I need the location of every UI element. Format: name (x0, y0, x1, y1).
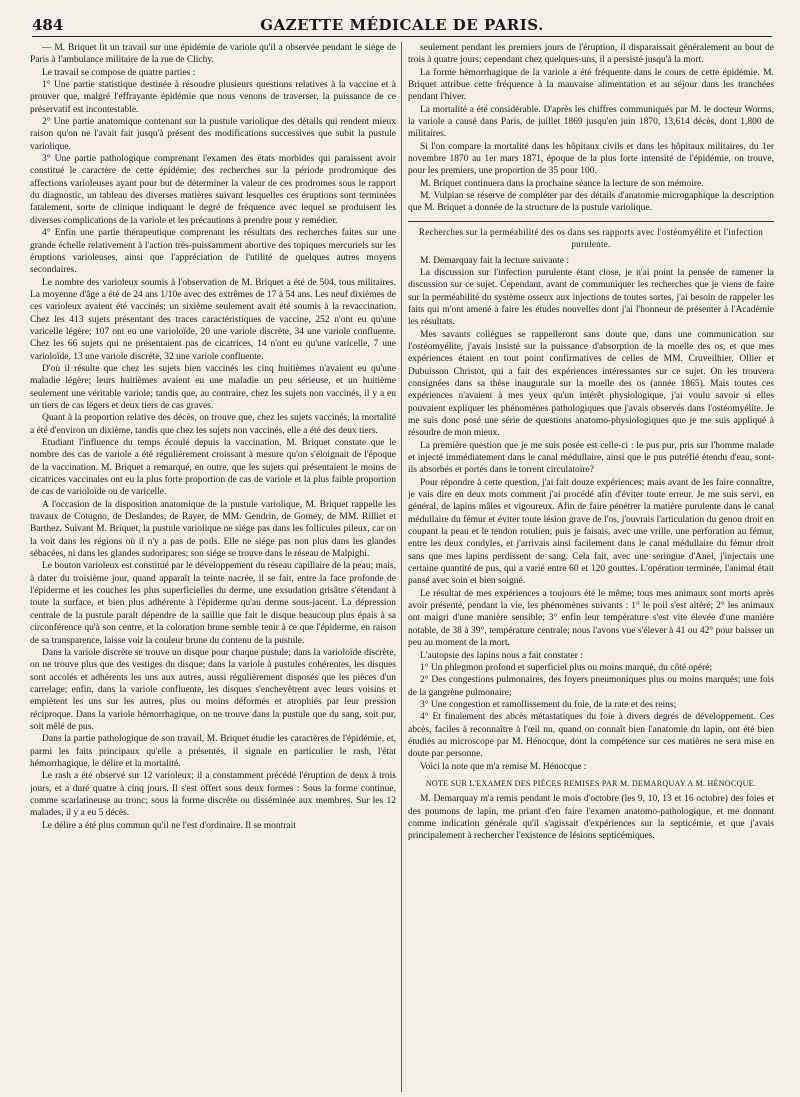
page-number: 484 (32, 16, 64, 34)
paragraph: Le rash a été observé sur 12 varioleux; il a constamment précédé l'éruption de deux à trois jours, et a duré quatre à cinq jours. Il s'est offert sous deux formes : Sous la forme continue, comme scarlatineuse au tronc; sous la forme discrète ou disséminée aux membres. Sur les 12 malades, il y a eu 5 décès. (30, 771, 396, 819)
paragraph: M. Vulpian se réserve de compléter par des détails d'anatomie microgaphique la description que M. Briquet a donnée de la structure de la pustule variolique. (408, 191, 774, 214)
paragraph: Voici la note que m'a remise M. Hénocque : (420, 761, 587, 772)
paragraph: Quant à la proportion relative des décès, on trouve que, chez les sujets vaccinés, la mortalité a été d'environ un dixième, tandis que chez les sujets non vaccinés, elle a été des deux tiers. (30, 413, 396, 436)
paragraph: Mes savants collègues se rappelleront sans doute que, dans une communication sur l'ostéomyélite, j'avais insisté sur la puissance d'absorption de la moelle des os, et que mes expériences étaient en tout point confirmatives de celles de MM. Cruveilhier, Ollier et Dubuisson Christot, qui a fait des expériences intéressantes sur ce sujet. On les trouvera consignées dans sa thèse inaugurale sur la moelle des os (année 1865). Mais toutes ces expériences n'avaient à mes yeux qu'un intérêt physiologique, j'ai voulu savoir si elles pouvaient expliquer les phénomènes pathologiques que j'avais observés dans l'ostéomyélite. Je me suis donc posé une série de questions anatomo-physiologiques que je me suis appliqué à résoudre de mon mieux. (408, 329, 774, 439)
paragraph: La première question que je me suis posée est celle-ci : le pus pur, pris sur l'homme malade et injecté immédiatement dans le canal médullaire, ainsi que le pus putréfié étendu d'eau, sont-ils absorbés et portés dans le torrent circulatoire? (408, 440, 774, 476)
paragraph: 2° Une partie anatomique contenant sur la pustule variolique des détails qui rendent mieux raison qu'on ne l'avait fait jusqu'à présent des modifications successives que subit la pustule variolique. (30, 117, 396, 152)
paragraph: Pour répondre à cette question, j'ai fait douze expériences; mais avant de les faire connaître, je vais dire en deux mots comment j'ai procédé afin d'éviter toute erreur. Je me suis servi, en général, de lapins mâles et vigoureux. Afin de faire pénétrer la matière purulente dans le canal médullaire du fémur et éviter toute lésion grave de l'os, j'ouvrais l'articulation du genou droit en coupant la peau et le tendon rotulien; puis je faisais, avec une vrille, une perforation au fémur, entre les deux condyles, et j'arrivais ainsi facilement dans le canal médullaire du fémur droit sans que mes lapins perdissent de sang. Cela fait, avec une seringue d'Anel, j'injectais une certaine quantité de pus, qui a varié entre 60 et 120 gouttes. L'opération terminée, l'animal était pansé avec soin et bien soigné. (408, 477, 774, 587)
paragraph: La mortalité a été considérable. D'après les chiffres communiqués par M. le docteur Worms, la variole a causé dans Paris, de juillet 1869 jusqu'en juin 1870, 13,614 décès, dont 1,800 de militaires. (408, 104, 774, 140)
paragraph: 1° Un phlegmon profond et superficiel plus ou moins marqué, du côté opéré; (420, 662, 713, 673)
journal-title: GAZETTE MÉDICALE DE PARIS. (260, 16, 544, 34)
section-heading: Recherches sur la perméabilité des os dans ses rapports avec l'ostéomyélite et l'infection purulente. (408, 221, 774, 251)
left-column (30, 42, 396, 1092)
paragraph: Le nombre des varioleux soumis à l'observation de M. Briquet a été de 504, tous militaires. La moyenne d'âge a été de 24 ans 1/10e avec des extrêmes de 17 à 54 ans. Les neuf dixièmes de ces varioleux avaient été vaccinés; un sixième seulement avait été soumis à la revaccination. Chez les 413 sujets présentant des traces caractéristiques de vaccine, 252 n'ont eu qu'une varicelle légère; 107 ont eu une varioloïde, 20 une variole discrète, 34 une variole confluente. Chez les 66 sujets qui ne présentaient pas de cicatrices, 14 n'ont eu qu'une varicelle, 7 une varioloïde, 13 une variole discrète, 32 une variole confluente. (30, 277, 396, 362)
paragraph: L'autopsie des lapins nous a fait constater : (420, 650, 583, 661)
paragraph: 4° Et finalement des abcès métastatiques du foie à divers degrés de développement. Ces abcès, faciles à reconnaître à l'œil nu, quand on connaît bien l'anatomie du lapin, ont été bien étudiés au microscope par M. Hénocque, dont la compétence sur ces matières ne sera mise en doute par personne. (408, 712, 774, 760)
paragraph: 4° Enfin une partie thérapeutique comprenant les résultats des recherches faites sur une grande échelle relativement à l'action très-puissamment abortive des topiques mercuriels sur les éruptions varioleuses, ainsi que l'appréciation de l'utilité de quelques autres moyens secondaires. (30, 228, 396, 276)
paragraph: Si l'on compare la mortalité dans les hôpitaux civils et dans les hôpitaux militaires, du 1er novembre 1870 au 1er mars 1871, époque de la plus forte intensité de l'épidémie, on trouve, pour les premiers, une proportion de 35 pour 100. (408, 141, 774, 177)
paragraph: Le travail se compose de quatre parties : (42, 67, 196, 78)
paragraph: La discussion sur l'infection purulente étant close, je n'ai point la pensée de ramener la discussion sur ce sujet. Cependant, avant de communiquer les recherches que je viens de faire sur la perméabilité du système osseux aux injections de toutes sortes, j'ai besoin de rappeler les faits qui m'ont amené à faire les études nouvelles dont j'ai l'honneur de présenter à l'Académie les résultats. (408, 267, 774, 328)
paragraph: 2° Des congestions pulmonaires, des foyers pneumoniques plus ou moins marqués; une fois de la gangrène pulmonaire; (408, 675, 774, 698)
paragraph: M. Demarquay fait la lecture suivante : (420, 255, 570, 266)
paragraph: — M. Briquet lit un travail sur une épidémie de variole qu'il a observée pendant le siége de Paris à l'ambulance militaire de la rue de Clichy. (30, 43, 396, 66)
paragraph: 3° Une partie pathologique comprenant l'examen des états morbides qui paraissent avoir constitué le caractère de cette épidémie; des recherches sur la période prodromique des affections varioleuses ayant pour but de déterminer la valeur de ces prodromes sous le rapport du diagnostic, un tableau des diverses matières suivant lesquelles ces éruptions sont terminées fatalement, sorte de clinique indiquant le degré de fréquence avec lequel se produisent les diverses complications de la variole et les précautions à prendre pour y remédier. (30, 154, 396, 226)
paragraph: seulement pendant les premiers jours de l'éruption, il disparaissait généralement au bout de trois à quatre jours; cependant chez quelques-uns, il a persisté jusqu'à la mort. (408, 43, 774, 66)
paragraph: Dans la variole discrète se trouve un disque pour chaque pustule; dans la varioloïde discrète, on ne trouve plus que des vestiges du disque; dans la variole à pustules cohérentes, les disques sont accolés et adhérents les uns aux autres, aussi régulièrement disposés que les pièces d'un carrelage; enfin, dans la variole confluente, les disques s'enchevêtrent avec leurs voisins et empiètent les uns sur les autres, plus ou moins déformés et atrophiés par leur pression réciproque. Dans la variole hémorrhagique, on ne trouve dans la pustule que du sang, soit pur, soit mêlé de pus. (30, 647, 396, 732)
paragraph: M. Demarquay m'a remis pendant le mois d'octobre (les 9, 10, 13 et 16 octobre) des foies et des poumons de lapin, me priant d'en faire l'examen anatomo-pathologique, et me donnant comme indication générale qu'il s'agissait d'expériences sur la septicémie, et que j'avais principalement à rechercher l'existence de lésions septicémiques. (408, 794, 774, 842)
paragraph: Le bouton varioleux est constitué par le développement du réseau capillaire de la peau; mais, à dater du troisième jour, quand apparaît la teinte nacrée, il se fait, entre la face profonde de l'épiderme et les couches les plus superficielles du derme, une exsudation grisâtre s'étendant à toute la surface, et bien plus adhérente à l'épiderme qu'au derme sous-jacent. La dépression centrale de la pustule paraît dépendre de la saillie que fait le disque beaucoup plus épais à sa circonférence qu'à son centre, et la coloration brune semble tenir à ce que l'épiderme, en raison de sa transparence, laisse voir la couleur brune du contenu de la pustule. (30, 561, 396, 646)
paragraph: 1° Une partie statistique destinée à résoudre plusieurs questions relatives à la vaccine et à prouver que, malgré l'effrayante épidémie que nous venons de traverser, la puissance de ce préservatif est incontestable. (30, 80, 396, 115)
paragraph: Etudiant l'influence du temps écoulé depuis la vaccination, M. Briquet constate que le nombre des cas de variole a été régulièrement croissant à mesure qu'on s'éloignait de l'époque de la vaccination. M. Briquet a remarqué, en outre, que les sujets qui présentaient le moins de cicatrices vaccinales ont eu la plus forte proportion de cas de variole et la plus faible proportion de cas de varioloïde ou de varicelle. (30, 438, 396, 498)
paragraph: Le résultat de mes expériences a toujours été le même; tous mes animaux sont morts après avoir présenté, pendant la vie, les phénomènes suivants : 1° le poil s'est altéré; 2° les animaux ont maigri d'une manière sensible; 3° enfin leur température s'est vite élevée d'une manière notable, de 38 à 39°, température centrale; nous l'avons vue s'élever à 41 ou 42° pour baisser un peu au moment de la mort. (408, 588, 774, 649)
page-header (32, 16, 772, 37)
paragraph: Le délire a été plus commun qu'il ne l'est d'ordinaire. Il se montrait (42, 820, 296, 831)
paragraph: A l'occasion de la disposition anatomique de la pustule variolique, M. Briquet rappelle les travaux de Cotugno, de Deslandes, de Rayer, de MM. Gendrin, de Gomey, de MM. Rilliet et Barthez. Suivant M. Briquet, la pustule variolique ne siége pas dans les follicules pileux, car on la voit dans les régions où il n'y a pas de poils. Elle ne siége pas non plus dans les glandes sébacées, ni dans les glandes sudoripares; son siége se trouve dans le réseau de Malpighi. (30, 499, 396, 560)
note-heading: NOTE SUR L'EXAMEN DES PIÈCES REMISES PAR M. DEMARQUAY A M. HÉNOCQUE. (425, 778, 757, 788)
paragraph: M. Briquet continuera dans la prochaine séance la lecture de son mémoire. (420, 178, 704, 189)
right-column (408, 42, 774, 1092)
paragraph: La forme hémorrhagique de la variole a été fréquente dans le cours de cette épidémie. M. Briquet attribue cette fréquence à la mauvaise alimentation et au séjour dans les tranchées pendant l'hiver. (408, 67, 774, 103)
paragraph: D'où il résulte que chez les sujets bien vaccinés les cinq huitièmes n'avaient eu qu'une maladie légère; leurs huitièmes avaient eu une maladie un peu sérieuse, et un huitième seulement une véritable variole; tandis que, au contraire, chez les sujets non vaccinés, il y a eu un tiers de cas légers et deux tiers de cas graves. (30, 363, 396, 411)
column-divider (401, 42, 402, 1092)
paragraph: Dans la partie pathologique de son travail, M. Briquet étudie les caractères de l'épidémie, et, parmi les faits principaux qu'elle a présentés, il signale en particulier le rash, l'état hémorrhagique, le délire et la mortalité. (30, 734, 396, 769)
paragraph: 3° Une congestion et ramollissement du foie, de la rate et des reins; (420, 699, 677, 710)
